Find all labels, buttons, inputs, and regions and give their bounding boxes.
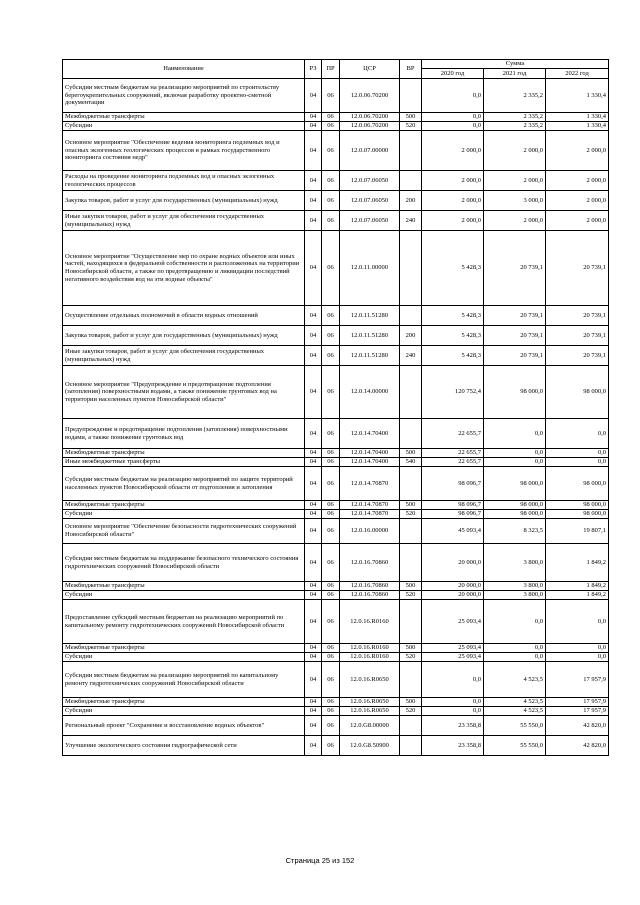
table-row <box>63 707 609 716</box>
row-pr: 06 <box>322 544 340 582</box>
row-vr: 200 <box>400 191 422 211</box>
row-amount-2022: 1 330,4 <box>546 122 609 131</box>
table-row <box>63 644 609 653</box>
header-rz: РЗ <box>305 60 322 79</box>
row-name: Субсидии местным бюджетам на реализацию мероприятий по строительству берегоукрепительных сооружений, включая разработку проектно-сметной документации <box>63 79 305 113</box>
row-amount-2021: 20 739,1 <box>484 231 546 306</box>
row-pr: 06 <box>322 736 340 756</box>
row-amount-2020: 98 096,7 <box>422 467 484 501</box>
row-pr: 06 <box>322 346 340 366</box>
row-rz: 04 <box>305 366 322 419</box>
row-amount-2020: 0,0 <box>422 122 484 131</box>
row-pr: 06 <box>322 419 340 449</box>
row-amount-2021: 55 550,0 <box>484 736 546 756</box>
row-csr: 12.0.06.70200 <box>340 79 400 113</box>
row-csr: 12.0.07.06050 <box>340 191 400 211</box>
row-amount-2021: 3 800,0 <box>484 544 546 582</box>
row-rz: 04 <box>305 707 322 716</box>
row-csr: 12.0.16.00000 <box>340 519 400 544</box>
row-name: Предоставление субсидий местным бюджетам на реализацию мероприятий по капитальному ремонту гидротехнических сооружений Новосибирской области <box>63 600 305 644</box>
header-pr: ПР <box>322 60 340 79</box>
table-row <box>63 698 609 707</box>
row-amount-2021: 98 000,0 <box>484 510 546 519</box>
row-amount-2021: 98 000,0 <box>484 467 546 501</box>
row-name: Межбюджетные трансферты <box>63 644 305 653</box>
row-pr: 06 <box>322 501 340 510</box>
row-rz: 04 <box>305 326 322 346</box>
row-amount-2021: 3 800,0 <box>484 591 546 600</box>
row-vr: 240 <box>400 346 422 366</box>
row-amount-2022: 98 000,0 <box>546 510 609 519</box>
header-csr: ЦСР <box>340 60 400 79</box>
table-row <box>63 326 609 346</box>
header-vr: ВР <box>400 60 422 79</box>
row-rz: 04 <box>305 113 322 122</box>
row-pr: 06 <box>322 591 340 600</box>
row-name: Межбюджетные трансферты <box>63 449 305 458</box>
row-vr <box>400 716 422 736</box>
row-amount-2022: 20 739,1 <box>546 306 609 326</box>
row-rz: 04 <box>305 131 322 171</box>
row-amount-2021: 0,0 <box>484 600 546 644</box>
row-rz: 04 <box>305 501 322 510</box>
row-pr: 06 <box>322 458 340 467</box>
row-name: Основное мероприятие "Обеспечение ведения мониторинга подземных вод и опасных экзогенных геологических процессов в рамках государственного мониторинга состояния недр" <box>63 131 305 171</box>
row-vr <box>400 736 422 756</box>
row-pr: 06 <box>322 171 340 191</box>
row-amount-2020: 2 000,0 <box>422 211 484 231</box>
row-amount-2020: 20 000,0 <box>422 591 484 600</box>
row-amount-2022: 2 000,0 <box>546 171 609 191</box>
row-amount-2021: 2 000,0 <box>484 131 546 171</box>
row-name: Межбюджетные трансферты <box>63 582 305 591</box>
row-vr: 500 <box>400 501 422 510</box>
row-rz: 04 <box>305 662 322 698</box>
row-rz: 04 <box>305 79 322 113</box>
table-row <box>63 662 609 698</box>
row-amount-2021: 2 000,0 <box>484 211 546 231</box>
row-pr: 06 <box>322 716 340 736</box>
table-row <box>63 591 609 600</box>
row-amount-2021: 98 000,0 <box>484 366 546 419</box>
row-amount-2020: 22 655,7 <box>422 419 484 449</box>
table-row <box>63 736 609 756</box>
row-amount-2021: 4 523,5 <box>484 707 546 716</box>
row-name: Субсидии <box>63 653 305 662</box>
row-name: Субсидии <box>63 591 305 600</box>
row-amount-2020: 0,0 <box>422 698 484 707</box>
table-row <box>63 171 609 191</box>
row-amount-2020: 5 428,3 <box>422 306 484 326</box>
row-vr <box>400 131 422 171</box>
row-pr: 06 <box>322 467 340 501</box>
row-amount-2020: 20 000,0 <box>422 544 484 582</box>
row-amount-2020: 2 000,0 <box>422 171 484 191</box>
row-vr <box>400 467 422 501</box>
row-vr <box>400 306 422 326</box>
row-name: Межбюджетные трансферты <box>63 501 305 510</box>
row-amount-2022: 0,0 <box>546 644 609 653</box>
row-vr: 500 <box>400 113 422 122</box>
budget-table <box>62 59 609 756</box>
row-rz: 04 <box>305 171 322 191</box>
row-name: Субсидии местным бюджетам на поддержание безопасного технического состояния гидротехнических сооружений Новосибирской области <box>63 544 305 582</box>
row-amount-2021: 2 335,2 <box>484 122 546 131</box>
row-csr: 12.0.11.51280 <box>340 326 400 346</box>
row-name: Закупка товаров, работ и услуг для государственных (муниципальных) нужд <box>63 191 305 211</box>
table-row <box>63 306 609 326</box>
row-amount-2020: 98 096,7 <box>422 501 484 510</box>
row-amount-2021: 3 800,0 <box>484 582 546 591</box>
row-vr: 500 <box>400 449 422 458</box>
row-rz: 04 <box>305 449 322 458</box>
row-name: Закупка товаров, работ и услуг для государственных (муниципальных) нужд <box>63 326 305 346</box>
row-amount-2020: 25 093,4 <box>422 644 484 653</box>
row-amount-2021: 0,0 <box>484 419 546 449</box>
row-vr <box>400 79 422 113</box>
row-name: Региональный проект "Сохранение и восстановление водных объектов" <box>63 716 305 736</box>
row-amount-2022: 1 849,2 <box>546 591 609 600</box>
table-row <box>63 131 609 171</box>
row-amount-2022: 2 000,0 <box>546 131 609 171</box>
table-row <box>63 653 609 662</box>
row-amount-2022: 98 000,0 <box>546 467 609 501</box>
row-amount-2022: 1 849,2 <box>546 582 609 591</box>
row-pr: 06 <box>322 211 340 231</box>
row-rz: 04 <box>305 306 322 326</box>
row-csr: 12.0.11.51280 <box>340 306 400 326</box>
row-rz: 04 <box>305 467 322 501</box>
row-name: Предупреждение и предотвращение подтопления (затопления) поверхностными водами, а также понижение грунтовых вод <box>63 419 305 449</box>
row-csr: 12.0.07.00000 <box>340 131 400 171</box>
row-name: Основное мероприятие "Осуществление мер по охране водных объектов или иных частей, находящихся в федеральной собственности и расположенных на территории Новосибирской области, а также по предотвращению и ликвидации последствий негативного воздействия вод на эти водные объекты" <box>63 231 305 306</box>
header-year-2020: 2020 год <box>422 69 484 79</box>
row-rz: 04 <box>305 716 322 736</box>
row-rz: 04 <box>305 698 322 707</box>
row-vr: 520 <box>400 653 422 662</box>
row-rz: 04 <box>305 510 322 519</box>
row-csr: 12.0.11.51280 <box>340 346 400 366</box>
row-pr: 06 <box>322 519 340 544</box>
row-rz: 04 <box>305 600 322 644</box>
row-amount-2022: 17 957,9 <box>546 698 609 707</box>
table-body <box>63 79 609 756</box>
row-amount-2022: 2 000,0 <box>546 191 609 211</box>
page-number: Страница 25 из 152 <box>285 856 355 865</box>
row-csr: 12.0.16.R0160 <box>340 600 400 644</box>
row-pr: 06 <box>322 306 340 326</box>
row-vr: 520 <box>400 510 422 519</box>
row-pr: 06 <box>322 191 340 211</box>
row-amount-2022: 98 000,0 <box>546 366 609 419</box>
row-vr: 240 <box>400 211 422 231</box>
row-pr: 06 <box>322 231 340 306</box>
row-vr <box>400 366 422 419</box>
row-vr: 520 <box>400 122 422 131</box>
row-rz: 04 <box>305 544 322 582</box>
row-amount-2021: 0,0 <box>484 449 546 458</box>
row-vr <box>400 231 422 306</box>
row-amount-2022: 20 739,1 <box>546 346 609 366</box>
row-csr: 12.0.16.R0650 <box>340 698 400 707</box>
header-year-2021: 2021 год <box>484 69 546 79</box>
row-name: Субсидии <box>63 122 305 131</box>
row-amount-2022: 0,0 <box>546 653 609 662</box>
row-csr: 12.0.11.00000 <box>340 231 400 306</box>
row-vr: 500 <box>400 644 422 653</box>
row-amount-2020: 5 428,3 <box>422 326 484 346</box>
row-amount-2021: 20 739,1 <box>484 326 546 346</box>
row-amount-2020: 2 000,0 <box>422 191 484 211</box>
row-name: Расходы на проведение мониторинга подземных вод и опасных экзогенных геологических процессов <box>63 171 305 191</box>
row-amount-2021: 4 523,5 <box>484 662 546 698</box>
row-csr: 12.0.16.R0160 <box>340 644 400 653</box>
table-row <box>63 211 609 231</box>
row-name: Субсидии <box>63 510 305 519</box>
row-csr: 12.0.14.70870 <box>340 510 400 519</box>
row-name: Межбюджетные трансферты <box>63 113 305 122</box>
table-row <box>63 467 609 501</box>
row-pr: 06 <box>322 653 340 662</box>
row-pr: 06 <box>322 510 340 519</box>
row-csr: 12.0.16.70860 <box>340 582 400 591</box>
row-amount-2022: 42 820,0 <box>546 716 609 736</box>
row-csr: 12.0.G8.50900 <box>340 736 400 756</box>
table-row <box>63 191 609 211</box>
row-rz: 04 <box>305 122 322 131</box>
row-amount-2020: 120 752,4 <box>422 366 484 419</box>
row-name: Осуществление отдельных полномочий в области водных отношений <box>63 306 305 326</box>
row-rz: 04 <box>305 519 322 544</box>
row-vr: 200 <box>400 326 422 346</box>
row-amount-2022: 19 807,1 <box>546 519 609 544</box>
row-csr: 12.0.06.70200 <box>340 113 400 122</box>
row-amount-2021: 55 550,0 <box>484 716 546 736</box>
row-amount-2021: 0,0 <box>484 653 546 662</box>
row-amount-2020: 25 093,4 <box>422 653 484 662</box>
row-rz: 04 <box>305 736 322 756</box>
row-vr <box>400 419 422 449</box>
row-pr: 06 <box>322 366 340 419</box>
table-row <box>63 79 609 113</box>
row-csr: 12.0.16.70860 <box>340 544 400 582</box>
table-row <box>63 582 609 591</box>
row-csr: 12.0.16.R0650 <box>340 707 400 716</box>
row-amount-2021: 4 523,5 <box>484 698 546 707</box>
row-csr: 12.0.16.R0650 <box>340 662 400 698</box>
row-name: Иные закупки товаров, работ и услуг для обеспечения государственных (муниципальных) нужд <box>63 346 305 366</box>
row-amount-2022: 17 957,9 <box>546 662 609 698</box>
row-amount-2022: 17 957,9 <box>546 707 609 716</box>
row-amount-2021: 2 335,2 <box>484 113 546 122</box>
table-row <box>63 419 609 449</box>
row-amount-2021: 2 335,2 <box>484 79 546 113</box>
row-amount-2020: 23 358,8 <box>422 716 484 736</box>
row-pr: 06 <box>322 122 340 131</box>
row-amount-2020: 25 093,4 <box>422 600 484 644</box>
row-rz: 04 <box>305 591 322 600</box>
table-row <box>63 544 609 582</box>
row-rz: 04 <box>305 458 322 467</box>
row-vr: 520 <box>400 707 422 716</box>
row-rz: 04 <box>305 231 322 306</box>
row-pr: 06 <box>322 326 340 346</box>
row-name: Основное мероприятие "Предупреждение и предотвращение подтопления (затопления) поверхностными водами, а также понижение грунтовых вод на территории населенных пунктов Новосибирской области" <box>63 366 305 419</box>
row-amount-2022: 1 330,4 <box>546 113 609 122</box>
row-name: Субсидии местным бюджетам на реализацию мероприятий по капитальному ремонту гидротехнических сооружений Новосибирской области <box>63 662 305 698</box>
row-csr: 12.0.14.70400 <box>340 449 400 458</box>
row-csr: 12.0.14.70870 <box>340 501 400 510</box>
table-row <box>63 716 609 736</box>
row-csr: 12.0.G8.00000 <box>340 716 400 736</box>
row-vr <box>400 600 422 644</box>
row-vr <box>400 544 422 582</box>
row-csr: 12.0.14.70400 <box>340 458 400 467</box>
row-pr: 06 <box>322 662 340 698</box>
row-rz: 04 <box>305 653 322 662</box>
row-amount-2020: 2 000,0 <box>422 131 484 171</box>
row-amount-2021: 0,0 <box>484 644 546 653</box>
table-row <box>63 501 609 510</box>
row-amount-2022: 20 739,1 <box>546 231 609 306</box>
row-pr: 06 <box>322 644 340 653</box>
row-amount-2020: 22 655,7 <box>422 449 484 458</box>
row-rz: 04 <box>305 644 322 653</box>
row-name: Улучшение экологического состояния гидрографической сети <box>63 736 305 756</box>
row-rz: 04 <box>305 346 322 366</box>
table-row <box>63 231 609 306</box>
row-pr: 06 <box>322 449 340 458</box>
table-row <box>63 600 609 644</box>
row-vr <box>400 662 422 698</box>
row-amount-2022: 0,0 <box>546 458 609 467</box>
row-csr: 12.0.07.06050 <box>340 211 400 231</box>
row-amount-2020: 22 655,7 <box>422 458 484 467</box>
row-amount-2022: 20 739,1 <box>546 326 609 346</box>
row-vr: 540 <box>400 458 422 467</box>
table-row <box>63 449 609 458</box>
row-amount-2022: 0,0 <box>546 419 609 449</box>
row-amount-2020: 45 093,4 <box>422 519 484 544</box>
row-amount-2021: 98 000,0 <box>484 501 546 510</box>
row-amount-2020: 0,0 <box>422 662 484 698</box>
row-csr: 12.0.14.70870 <box>340 467 400 501</box>
row-pr: 06 <box>322 582 340 591</box>
row-amount-2020: 0,0 <box>422 707 484 716</box>
row-name: Субсидии <box>63 707 305 716</box>
row-csr: 12.0.06.70200 <box>340 122 400 131</box>
row-vr: 520 <box>400 591 422 600</box>
row-amount-2022: 1 849,2 <box>546 544 609 582</box>
row-amount-2022: 0,0 <box>546 600 609 644</box>
row-amount-2022: 1 330,4 <box>546 79 609 113</box>
header-sum: Сумма <box>422 60 609 69</box>
row-csr: 12.0.14.00000 <box>340 366 400 419</box>
row-amount-2022: 0,0 <box>546 449 609 458</box>
row-vr <box>400 171 422 191</box>
row-pr: 06 <box>322 600 340 644</box>
row-name: Межбюджетные трансферты <box>63 698 305 707</box>
header-year-2022: 2022 год <box>546 69 609 79</box>
table-row <box>63 366 609 419</box>
row-rz: 04 <box>305 419 322 449</box>
row-amount-2020: 5 428,3 <box>422 346 484 366</box>
table-row <box>63 510 609 519</box>
table-row <box>63 346 609 366</box>
row-pr: 06 <box>322 131 340 171</box>
row-amount-2022: 42 820,0 <box>546 736 609 756</box>
row-rz: 04 <box>305 211 322 231</box>
row-amount-2020: 0,0 <box>422 79 484 113</box>
row-name: Субсидии местным бюджетам на реализацию мероприятий по защите территорий населенных пунктов Новосибирской области от подтопления и затопления <box>63 467 305 501</box>
row-name: Иные закупки товаров, работ и услуг для обеспечения государственных (муниципальных) нужд <box>63 211 305 231</box>
table-row <box>63 458 609 467</box>
row-amount-2020: 23 358,8 <box>422 736 484 756</box>
row-csr: 12.0.16.70860 <box>340 591 400 600</box>
row-amount-2021: 0,0 <box>484 458 546 467</box>
row-vr: 500 <box>400 698 422 707</box>
row-amount-2022: 2 000,0 <box>546 211 609 231</box>
row-amount-2021: 2 000,0 <box>484 171 546 191</box>
row-amount-2020: 5 428,3 <box>422 231 484 306</box>
row-amount-2021: 8 323,5 <box>484 519 546 544</box>
row-rz: 04 <box>305 191 322 211</box>
row-pr: 06 <box>322 698 340 707</box>
header-name: Наименование <box>63 60 305 79</box>
row-amount-2020: 98 096,7 <box>422 510 484 519</box>
row-csr: 12.0.14.70400 <box>340 419 400 449</box>
table-row <box>63 113 609 122</box>
row-pr: 06 <box>322 707 340 716</box>
row-amount-2021: 20 739,1 <box>484 346 546 366</box>
row-pr: 06 <box>322 79 340 113</box>
row-vr: 500 <box>400 582 422 591</box>
row-amount-2020: 0,0 <box>422 113 484 122</box>
row-amount-2022: 98 000,0 <box>546 501 609 510</box>
row-amount-2021: 3 000,0 <box>484 191 546 211</box>
row-amount-2021: 20 739,1 <box>484 306 546 326</box>
table-row <box>63 122 609 131</box>
row-vr <box>400 519 422 544</box>
row-csr: 12.0.07.06050 <box>340 171 400 191</box>
row-pr: 06 <box>322 113 340 122</box>
row-csr: 12.0.16.R0160 <box>340 653 400 662</box>
row-name: Основное мероприятие "Обеспечение безопасности гидротехнических сооружений Новосибирской области" <box>63 519 305 544</box>
row-rz: 04 <box>305 582 322 591</box>
row-name: Иные межбюджетные трансферты <box>63 458 305 467</box>
table-row <box>63 519 609 544</box>
row-amount-2020: 20 000,0 <box>422 582 484 591</box>
